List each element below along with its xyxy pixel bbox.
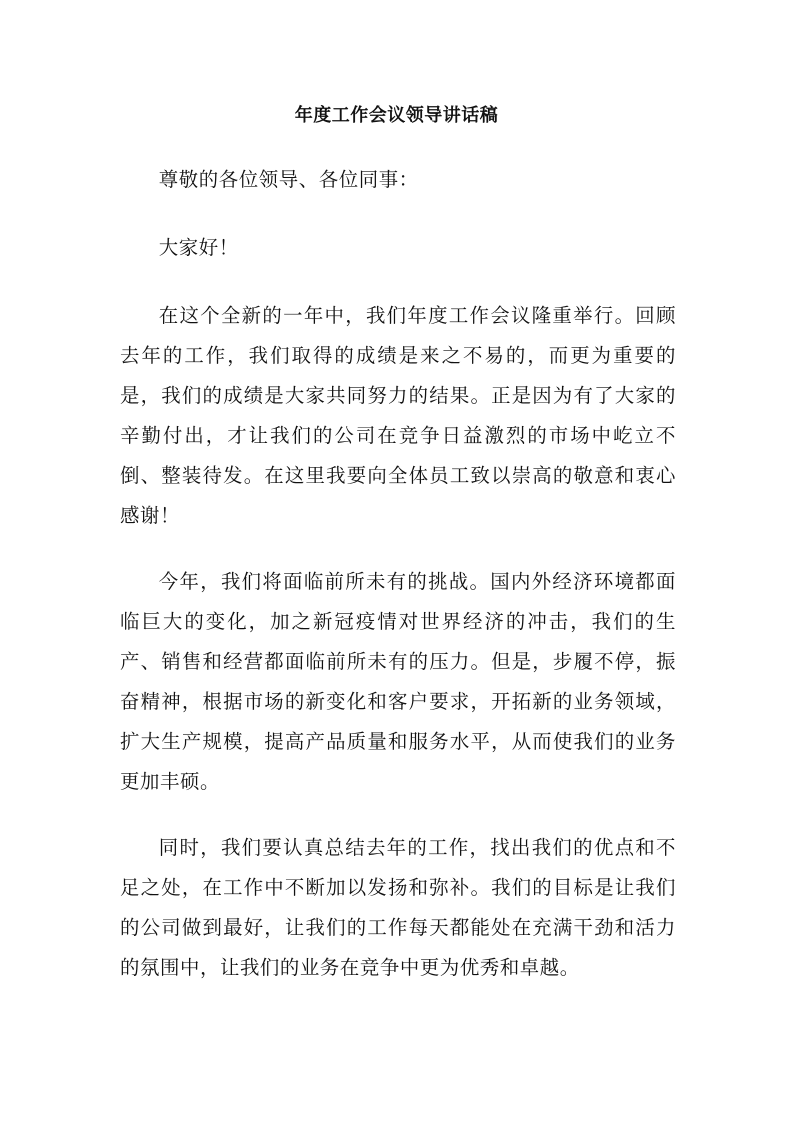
- greeting-paragraph: 大家好！: [158, 236, 239, 259]
- salutation-paragraph: 尊敬的各位领导、各位同事：: [158, 168, 419, 191]
- body-paragraph-2: 今年，我们将面临前所未有的挑战。国内外经济环境都面临巨大的变化，加之新冠疫情对世界经济的冲击，我们的生产、销售和经营都面临前所未有的压力。但是，步履不停，振奋精神，根据市场的新变化和客户要求，开拓新的业务领域，扩大生产规模，提高产品质量和服务水平，从而使我们的业务更加丰硕。: [120, 570, 676, 793]
- body-paragraph-3: 同时，我们要认真总结去年的工作，找出我们的优点和不足之处，在工作中不断加以发扬和弥补。我们的目标是让我们的公司做到最好，让我们的工作每天都能处在充满干劲和活力的氛围中，让我们的业务在竞争中更为优秀和卓越。: [120, 836, 676, 979]
- document-title: 年度工作会议领导讲话稿: [294, 105, 499, 126]
- document-body: [120, 160, 676, 1014]
- body-paragraph-1: 在这个全新的一年中，我们年度工作会议隆重举行。回顾去年的工作，我们取得的成绩是来之不易的，而更为重要的是，我们的成绩是大家共同努力的结果。正是因为有了大家的辛勤付出，才让我们的公司在竞争日益激烈的市场中屹立不倒、整装待发。在这里我要向全体员工致以崇高的敬意和衷心感谢！: [120, 304, 676, 527]
